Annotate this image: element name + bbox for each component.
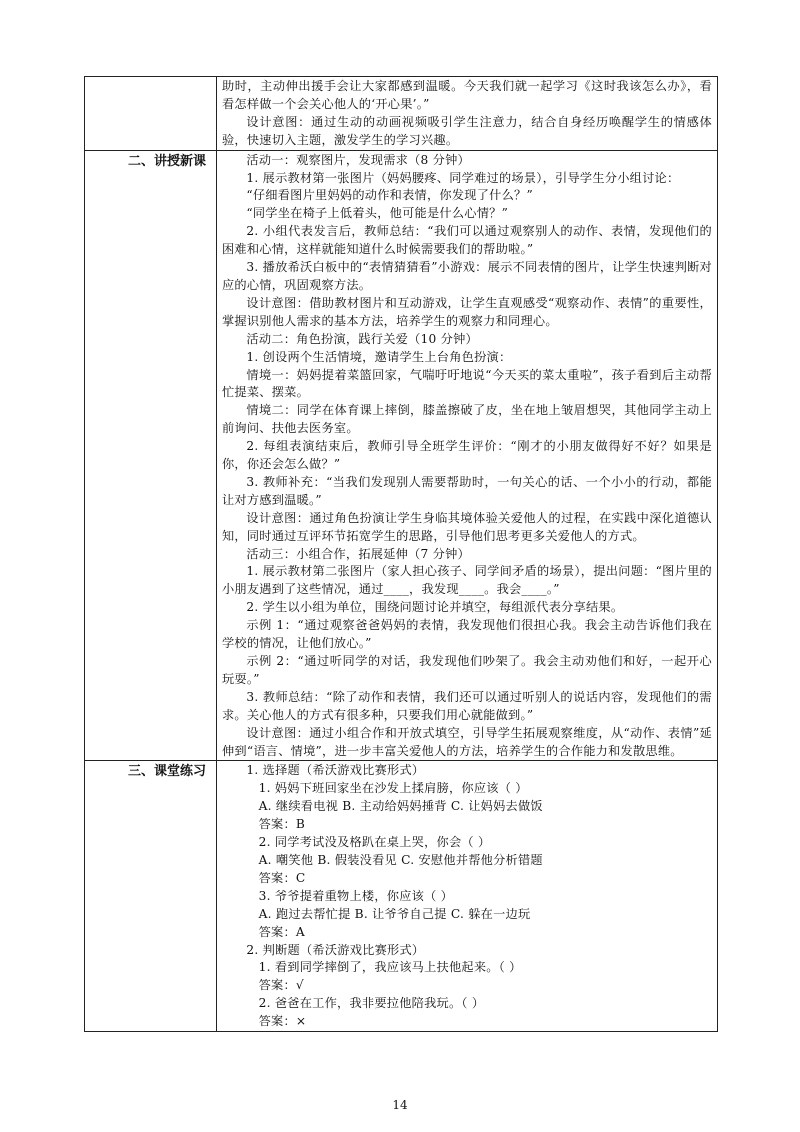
intro-row <box>85 77 718 151</box>
paragraph: 1. 创设两个生活情境，邀请学生上台角色扮演： <box>246 349 512 364</box>
paragraph: 2. 判断题（希沃游戏比赛形式） <box>246 942 425 957</box>
lesson-plan-table <box>84 76 718 1032</box>
paragraph: A. 跑过去帮忙提 B. 让爷爷自己提 C. 躲在一边玩 <box>258 906 531 921</box>
paragraph: 2. 小组代表发言后，教师总结：“我们可以通过观察别人的动作、表情，发现他们的困难和心情，这样就能知道什么时候需要我们的帮助啦。” <box>222 224 712 257</box>
intro-label-cell <box>85 77 217 151</box>
paragraph: 1. 展示教材第一张图片（妈妈腰疼、同学难过的场景），引导学生分小组讨论： <box>246 170 680 185</box>
paragraph: 示例 1：“通过观察爸爸妈妈的表情，我发现他们很担心我。我会主动告诉他们我在学校的情况，让他们放心。” <box>222 618 712 651</box>
paragraph: 答案：√ <box>258 978 304 993</box>
paragraph: 2. 同学考试没及格趴在桌上哭，你会（ ） <box>258 835 491 850</box>
paragraph: 1. 选择题（希沃游戏比赛形式） <box>246 763 425 778</box>
paragraph: 情境一：妈妈提着菜篮回家，气喘吁吁地说“今天买的菜太重啦”，孩子看到后主动帮忙提菜、摆菜。 <box>222 367 712 400</box>
paragraph: “仔细看图片里妈妈的动作和表情，你发现了什么？” <box>246 188 533 203</box>
paragraph: 3. 播放希沃白板中的“表情猜猜看”小游戏：展示不同表情的图片，让学生快速判断对应的心情，巩固观察方法。 <box>222 260 712 292</box>
section-content-cell <box>217 761 718 1032</box>
section-label: 三、课堂练习 <box>127 764 206 780</box>
intro-paragraph: 助时，主动伸出援手会让大家都感到温暖。今天我们就一起学习《这时我该怎么办》，看看怎样做一个会关心他人的‘开心果’。” <box>222 79 712 111</box>
paragraph: 情境二：同学在体育课上摔倒，膝盖擦破了皮，坐在地上皱眉想哭，其他同学主动上前询问、扶他去医务室。 <box>222 403 712 436</box>
intro-content-cell <box>217 77 718 151</box>
paragraph: 设计意图：通过小组合作和开放式填空，引导学生拓展观察维度，从“动作、表情”延伸到“语言、情境”，进一步丰富关爱他人的方法，培养学生的合作能力和发散思维。 <box>222 725 712 758</box>
section-label-cell <box>85 150 217 761</box>
paragraph: 1. 看到同学摔倒了，我应该马上扶他起来。（ ） <box>258 960 522 975</box>
paragraph: 3. 教师总结：“除了动作和表情，我们还可以通过听别人的说话内容，发现他们的需求。关心他人的方式有很多种，只要我们用心就能做到。” <box>222 689 712 722</box>
section-teaching-row <box>85 150 718 761</box>
paragraph: 设计意图：借助教材图片和互动游戏，让学生直观感受“观察动作、表情”的重要性，掌握识别他人需求的基本方法，培养学生的观察力和同理心。 <box>222 295 712 328</box>
paragraph: 2. 学生以小组为单位，围绕问题讨论并填空，每组派代表分享结果。 <box>246 600 624 615</box>
section-content-cell <box>217 150 718 761</box>
section-label: 二、讲授新课 <box>127 153 206 169</box>
paragraph: 设计意图：通过角色扮演让学生身临其境体验关爱他人的过程，在实践中深化道德认知，同时通过互评环节拓宽学生的思路，引导他们思考更多关爱他人的方式。 <box>222 510 712 543</box>
paragraph: 1. 展示教材第二张图片（家人担心孩子、同学间矛盾的场景），提出问题：“图片里的小朋友遇到了这些情况，通过____，我发现____。我会____。” <box>222 564 712 597</box>
paragraph: 2. 每组表演结束后，教师引导全班学生评价：“刚才的小朋友做得好不好？如果是你，你还会怎么做？” <box>222 439 712 472</box>
section-label-cell <box>85 761 217 1032</box>
paragraph: 答案：× <box>258 1014 307 1029</box>
paragraph: 答案：A <box>258 924 305 939</box>
paragraph: 答案：B <box>258 817 306 832</box>
paragraph: 1. 妈妈下班回家坐在沙发上揉肩膀，你应该（ ） <box>258 781 528 796</box>
paragraph: 2. 爸爸在工作，我非要拉他陪我玩。（ ） <box>258 996 485 1011</box>
paragraph: 3. 爷爷提着重物上楼，你应该（ ） <box>258 888 454 903</box>
intro-design-intent: 设计意图：通过生动的动画视频吸引学生注意力，结合自身经历唤醒学生的情感体验，快速切入主题，激发学生的学习兴趣。 <box>222 114 712 147</box>
paragraph: 活动三：小组合作，拓展延伸（7 分钟） <box>246 546 470 561</box>
paragraph: 活动一：观察图片，发现需求（8 分钟） <box>246 152 470 167</box>
paragraph: 答案：C <box>258 870 306 885</box>
paragraph: A. 嘲笑他 B. 假装没看见 C. 安慰他并帮他分析错题 <box>258 852 543 867</box>
paragraph: 3. 教师补充：“当我们发现别人需要帮助时，一句关心的话、一个小小的行动，都能让对方感到温暖。” <box>222 474 712 507</box>
page-number: 14 <box>392 1098 408 1112</box>
paragraph: A. 继续看电视 B. 主动给妈妈捶背 C. 让妈妈去做饭 <box>258 799 543 814</box>
paragraph: 活动二：角色扮演，践行关爱（10 分钟） <box>246 331 478 346</box>
paragraph: 示例 2：“通过听同学的对话，我发现他们吵架了。我会主动劝他们和好，一起开心玩耍。” <box>222 654 712 686</box>
paragraph: “同学坐在椅子上低着头，他可能是什么心情？” <box>246 206 509 221</box>
section-practice-row <box>85 761 718 1032</box>
